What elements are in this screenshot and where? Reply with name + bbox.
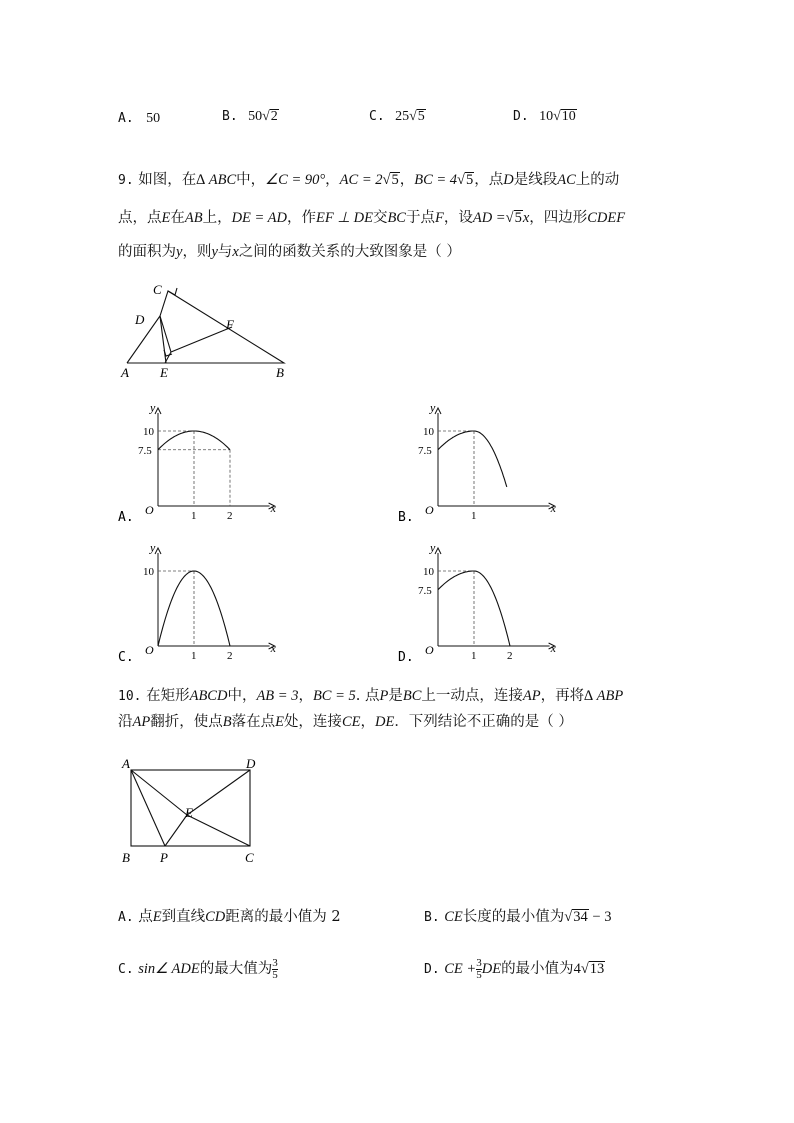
q10-option-a [118,905,341,926]
text: ，则 [182,244,212,260]
math: CE + [444,961,477,977]
segment-de [160,316,166,363]
question-number: 10. [118,689,142,704]
text: ， [360,714,375,730]
graph-label: D. [398,650,414,665]
math: ∆ ABP [584,688,624,704]
label-f: F [226,317,234,332]
math: EF ⊥ DE [316,210,373,226]
math: E [275,714,284,730]
math: x [522,210,530,226]
label-c: C [245,850,254,865]
text: 点，点 [118,210,162,226]
text: 点 [138,909,153,925]
tick-1: 1 [471,650,477,662]
math: AB = 3 [256,688,299,704]
text: 长度的最小值为 [462,909,565,925]
text: 在 [170,210,185,226]
text: 上的动 [575,172,620,188]
text: 交 [372,210,388,226]
graph-label: C. [118,650,134,665]
segment-ae [131,770,187,815]
option-label: D. [424,962,440,977]
option-label: A. [118,910,134,925]
option-label: D. [513,109,529,124]
option-label: B. [424,910,440,925]
tick-1: 1 [471,510,477,522]
math: AP [132,714,151,730]
q10-line-1 [118,684,623,705]
axis-y-label: y [430,400,436,415]
tick-10: 10 [423,566,434,578]
tick-2: 2 [227,510,233,522]
math: E [161,210,171,226]
label-a: A [121,365,129,380]
axis-x-label: x [270,641,276,655]
radicand: 5 [466,172,474,188]
q8-option-d: D. 10√10 [513,109,576,124]
option-label: C. [118,962,134,977]
segment-de [160,316,171,352]
label-e: E [185,805,193,820]
text: 上一动点，连接 [421,688,523,704]
tick-10: 10 [143,566,154,578]
option-label: A. [118,111,134,126]
q8-option-a [118,110,160,127]
text: 沿 [118,714,133,730]
text: 翻折，使点 [150,714,223,730]
tick-1: 1 [191,650,197,662]
tick-7-5: 7.5 [138,444,152,457]
text: 中， [236,172,266,188]
numerator: 3 [476,956,482,969]
tick-2: 2 [507,650,513,662]
math: DE [374,714,395,730]
option-radicand: 5 [417,109,425,124]
math: y [211,244,218,260]
q10-line-2 [118,710,573,731]
text: 的最大值为 [199,961,273,977]
math: ∆ ABC [196,172,237,188]
option-radicand: 10 [561,109,576,124]
q9-line-2: 点，点E在AB上，DE = AD，作EF ⊥ DE交BC于点F，设AD =√5x，四边形CDEF [118,210,626,226]
text: 在矩形 [146,688,190,704]
origin-label: O [425,643,434,657]
graph-label: B. [398,510,414,525]
math: CE [341,714,361,730]
q8-option-b: B. 50√2 [222,109,278,124]
math: − 3 [588,909,612,925]
segment-de [187,770,250,815]
tick-10: 10 [143,426,154,438]
option-coef: 10 [539,109,554,124]
axis-x-label: x [270,501,276,515]
math: ∠C = 90° [265,172,326,188]
radicand: 13 [589,961,605,977]
text: 到直线 [161,909,206,925]
origin-label: O [425,503,434,517]
text: 落在点 [231,714,276,730]
q9-line-3 [118,240,461,261]
label-a: A [122,756,130,771]
text: ．下列结论不正确的是（ ） [394,714,573,730]
denominator: 5 [272,968,278,981]
text: ，再将 [540,688,585,704]
segment-ap [131,770,165,846]
option-radicand: 2 [270,109,278,124]
math: B [222,714,232,730]
math: AP [522,688,541,704]
origin-label: O [145,643,154,657]
triangle-outline [127,291,284,363]
math: 4 [573,961,581,977]
text: 的面积为 [118,244,176,260]
option-coef: 50 [248,109,263,124]
math: BC = 5 [312,688,356,704]
text: 上， [202,210,232,226]
label-d: D [135,312,145,327]
q10-option-c [118,957,278,981]
math: x [232,244,239,260]
label-d: D [246,756,256,771]
math: D [503,172,514,188]
radicand: 5 [391,172,399,188]
math: BC [402,688,422,704]
label-c: C [153,282,162,297]
text: ，四边形 [529,210,588,226]
text: 是线段 [513,172,558,188]
axis-y-label: y [150,400,156,415]
text: . 点 [355,688,380,704]
graph-c[interactable] [118,540,278,665]
numerator: 3 [272,956,278,969]
q9-line-1: 9. 如图，在∆ ABC中，∠C = 90°，AC = 2√5，BC = 4√5，点D是线段AC上的动 [118,172,620,188]
math: CE [444,909,463,925]
tick-10: 10 [423,426,434,438]
math: ABCD [189,688,228,704]
text: 处，连接 [283,714,342,730]
math: AC [557,172,576,188]
option-label: B. [222,109,238,124]
option-value: 50 [146,111,161,126]
right-angle-mark-c [168,288,177,295]
radicand: 5 [514,210,522,226]
segment-pe [165,815,187,846]
math: E [152,909,162,925]
math: F [434,210,444,226]
text: ，点 [474,172,504,188]
radicand: 34 [573,909,588,925]
text: 如图，在 [138,172,197,188]
math: AB [184,210,203,226]
math: DE [481,961,502,977]
text: 之间的函数关系的大致图象是（ ） [238,244,461,260]
segment-ef [171,327,232,352]
option-label: C. [369,109,385,124]
q9-triangle-figure [118,280,298,380]
text: ，作 [287,210,317,226]
denominator: 5 [476,968,482,981]
graph-d[interactable] [398,540,558,665]
math: DE = AD [231,210,288,226]
text: 于点 [405,210,435,226]
math: CD [205,909,226,925]
q10-rectangle-figure [118,752,268,868]
math: sin∠ ADE [138,961,200,977]
axis-x-label: x [550,501,556,515]
text: 是 [388,688,403,704]
axis-y-label: y [150,540,156,555]
q10-option-b: B. CE长度的最小值为√34 − 3 [424,909,612,925]
tick-1: 1 [191,510,197,522]
label-p: P [160,850,168,865]
text: ， [298,688,313,704]
math: CDEF [587,210,626,226]
math: y [176,244,183,260]
text: 距离的最小值为 2 [225,909,341,925]
function-curve [438,431,507,487]
tick-7-5: 7.5 [418,584,432,597]
axis-x-label: x [550,641,556,655]
label-b: B [276,365,284,380]
text: 的最小值为 [501,961,574,977]
math: BC [387,210,406,226]
tick-7-5: 7.5 [418,444,432,457]
text: ， [325,172,340,188]
q10-option-d: D. CE + $\frac{3}{5}$ DE的最小值为4√13 [424,956,605,981]
q8-option-c: C. 25√5 [369,109,425,124]
origin-label: O [145,503,154,517]
fraction [272,958,278,981]
math: BC = 4 [414,172,458,188]
option-coef: 25 [395,109,410,124]
graph-label: A. [118,510,134,525]
tick-2: 2 [227,650,233,662]
math: AD = [472,210,506,226]
math: P [379,688,389,704]
graph-a[interactable] [118,400,278,525]
text: ， [399,172,415,188]
segment-ce [187,815,250,846]
label-b: B [122,850,130,865]
text: ，设 [443,210,473,226]
graph-b[interactable] [398,400,558,525]
axis-y-label: y [430,540,436,555]
question-number: 9. [118,173,134,188]
text: 与 [217,244,233,260]
label-e: E [160,365,168,380]
math: AC = 2 [339,172,383,188]
text: 中， [227,688,257,704]
